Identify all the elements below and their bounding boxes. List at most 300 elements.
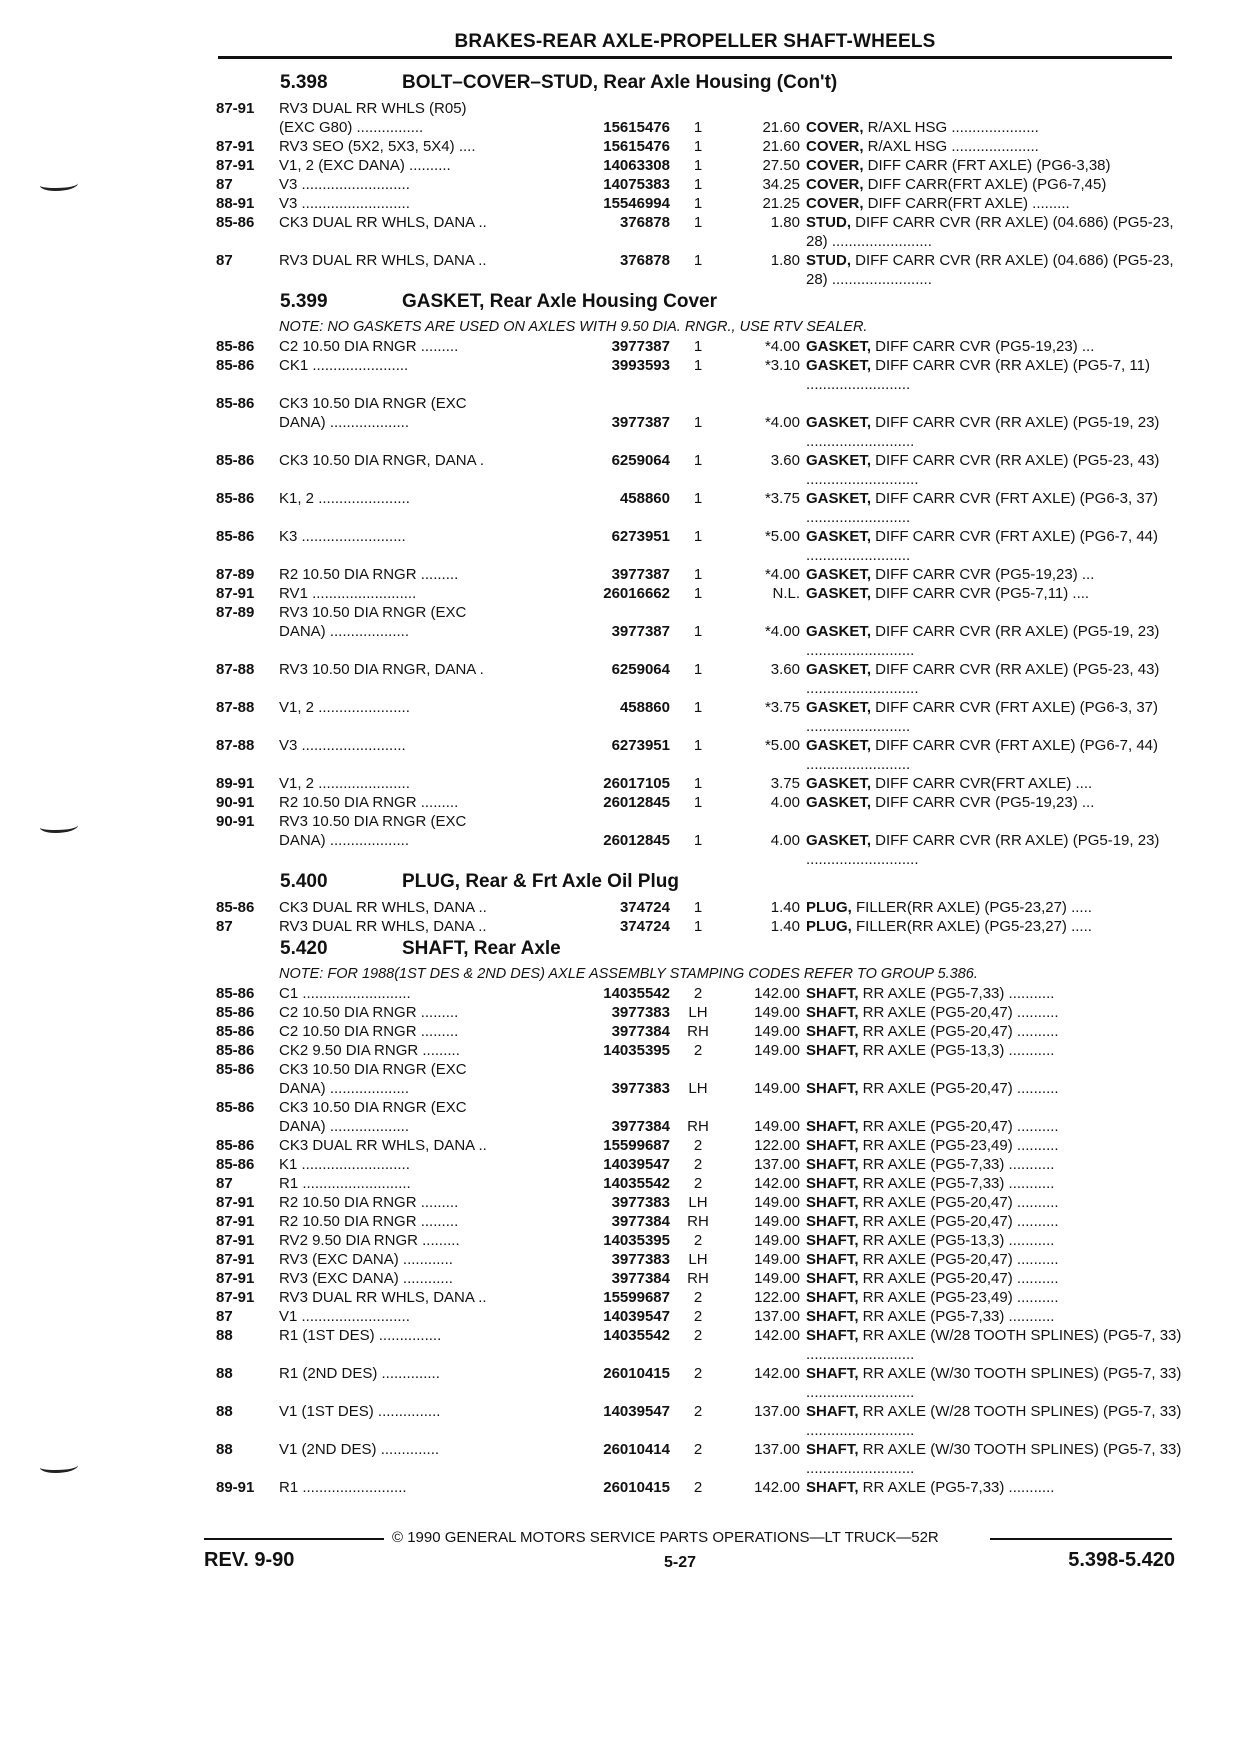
part-name-bold: COVER, (806, 119, 864, 136)
price: 149.00 (754, 1080, 800, 1097)
parts-row (216, 175, 1176, 194)
application-description: RV3 (EXC DANA) ............ (279, 1251, 453, 1268)
part-name-detail: DIFF CARR CVR (PG5-19,23) ... (871, 338, 1095, 355)
model-year: 87 (216, 1308, 233, 1325)
parts-row (216, 213, 1176, 251)
page-header-title: BRAKES-REAR AXLE-PROPELLER SHAFT-WHEELS (454, 31, 936, 52)
part-name (806, 1231, 1182, 1250)
part-number: 3993593 (611, 357, 670, 374)
model-year: 85-86 (216, 1156, 255, 1173)
part-name (806, 1003, 1182, 1022)
part-number: 458860 (619, 490, 670, 507)
section-title: SHAFT, Rear Axle (402, 938, 561, 959)
part-name-bold: COVER, (806, 195, 864, 212)
part-name (806, 1155, 1182, 1174)
part-name (806, 1022, 1182, 1041)
part-number: 15546994 (603, 195, 670, 212)
part-name-bold: GASKET, (806, 661, 872, 678)
price: 122.00 (754, 1137, 800, 1154)
section-header (216, 70, 1176, 99)
application-description: RV3 DUAL RR WHLS, DANA .. (279, 252, 487, 269)
part-number: 458860 (619, 699, 670, 716)
quantity: 1 (693, 737, 703, 754)
part-name (806, 1174, 1182, 1193)
part-name (806, 1440, 1182, 1478)
application-description: CK3 DUAL RR WHLS, DANA .. (279, 899, 487, 916)
parts-row (216, 118, 1176, 137)
parts-row (216, 565, 1176, 584)
part-name-bold: GASKET, (806, 775, 872, 792)
price: 137.00 (754, 1441, 800, 1458)
parts-row (216, 603, 1176, 622)
part-number: 14039547 (603, 1156, 670, 1173)
part-name-detail: RR AXLE (W/28 TOOTH SPLINES) (PG5-7, 33) .......................... (806, 1327, 1182, 1363)
part-number: 15599687 (603, 1137, 670, 1154)
model-year: 85-86 (216, 1004, 255, 1021)
footer-copyright: © 1990 GENERAL MOTORS SERVICE PARTS OPERATIONS—LT TRUCK—52R (392, 1529, 939, 1546)
parts-row (216, 1174, 1176, 1193)
parts-row (216, 194, 1176, 213)
part-name (806, 1269, 1182, 1288)
application-description: R2 10.50 DIA RNGR ......... (279, 1213, 459, 1230)
quantity: 1 (693, 899, 703, 916)
application-description: RV3 SEO (5X2, 5X3, 5X4) .... (279, 138, 476, 155)
part-name-bold: SHAFT, (806, 1327, 859, 1344)
application-description: CK3 DUAL RR WHLS, DANA .. (279, 1137, 487, 1154)
model-year: 90-91 (216, 813, 255, 830)
part-name-bold: SHAFT, (806, 1403, 859, 1420)
part-name (806, 831, 1182, 869)
part-name-detail: R/AXL HSG ..................... (863, 119, 1039, 136)
part-number: 14035395 (603, 1232, 670, 1249)
quantity: 2 (693, 1308, 703, 1325)
parts-row (216, 156, 1176, 175)
part-name-detail: DIFF CARR CVR (RR AXLE) (PG5-19, 23) ........................... (806, 832, 1160, 868)
quantity: 2 (693, 985, 703, 1002)
part-number: 26012845 (603, 832, 670, 849)
application-description: V1, 2 ...................... (279, 699, 410, 716)
model-year: 85-86 (216, 214, 255, 231)
quantity: 1 (693, 119, 703, 136)
parts-row (216, 1326, 1182, 1364)
application-description: R1 (1ST DES) ............... (279, 1327, 442, 1344)
quantity: RH (687, 1118, 709, 1135)
application-description: C2 10.50 DIA RNGR ......... (279, 1004, 459, 1021)
model-year: 85-86 (216, 1099, 255, 1116)
quantity: 1 (693, 490, 703, 507)
model-year: 88 (216, 1327, 233, 1344)
quantity: 1 (693, 338, 703, 355)
application-description: R1 ......................... (279, 1479, 407, 1496)
header-rule (218, 56, 1172, 59)
model-year: 87-91 (216, 1232, 255, 1249)
part-name (806, 622, 1182, 660)
part-name-detail: RR AXLE (W/30 TOOTH SPLINES) (PG5-7, 33) .......................... (806, 1441, 1182, 1477)
parts-row (216, 1022, 1176, 1041)
parts-row (216, 793, 1176, 812)
part-name-bold: GASKET, (806, 357, 872, 374)
part-name-bold: SHAFT, (806, 1194, 859, 1211)
section-title: BOLT–COVER–STUD, Rear Axle Housing (Con't) (402, 72, 838, 93)
model-year: 85-86 (216, 899, 255, 916)
part-name (806, 489, 1182, 527)
price: *3.75 (764, 490, 800, 507)
part-name (806, 156, 1182, 175)
price: 34.25 (762, 176, 800, 193)
part-name (806, 1288, 1182, 1307)
part-name-bold: GASKET, (806, 737, 872, 754)
part-name (806, 1212, 1182, 1231)
part-number: 6259064 (611, 452, 670, 469)
application-description: DANA) ................... (279, 623, 410, 640)
parts-row (216, 1003, 1176, 1022)
part-number: 3977383 (611, 1080, 670, 1097)
parts-row (216, 622, 1176, 660)
part-name-detail: RR AXLE (W/30 TOOTH SPLINES) (PG5-7, 33) .......................... (806, 1365, 1182, 1401)
part-name-detail: DIFF CARR (FRT AXLE) (PG6-3,38) (863, 157, 1111, 174)
part-name-detail: RR AXLE (PG5-20,47) .......... (858, 1270, 1059, 1287)
part-name-bold: PLUG, (806, 899, 852, 916)
part-number: 374724 (619, 918, 670, 935)
price: 137.00 (754, 1156, 800, 1173)
application-description: R1 (2ND DES) .............. (279, 1365, 440, 1382)
price: 149.00 (754, 1251, 800, 1268)
model-year: 88 (216, 1365, 233, 1382)
part-name-detail: RR AXLE (PG5-7,33) ........... (858, 1175, 1055, 1192)
price: 21.60 (762, 138, 800, 155)
model-year: 87-91 (216, 1289, 255, 1306)
quantity: 2 (693, 1365, 703, 1382)
section-number: 5.399 (280, 291, 328, 312)
application-description: V1, 2 (EXC DANA) .......... (279, 157, 451, 174)
parts-row (216, 1212, 1176, 1231)
footer-rule-right (990, 1538, 1172, 1540)
section-header (216, 869, 1176, 898)
parts-row (216, 1402, 1182, 1440)
part-name (806, 1250, 1182, 1269)
part-name-bold: COVER, (806, 157, 864, 174)
price: N.L. (772, 585, 800, 602)
price: 1.80 (770, 252, 800, 269)
application-description: V3 ......................... (279, 737, 406, 754)
application-description: K1, 2 ...................... (279, 490, 410, 507)
part-name-bold: SHAFT, (806, 1441, 859, 1458)
part-name-bold: COVER, (806, 138, 864, 155)
application-description: R1 .......................... (279, 1175, 411, 1192)
parts-row (216, 1231, 1176, 1250)
price: 149.00 (754, 1270, 800, 1287)
part-number: 3977383 (611, 1004, 670, 1021)
parts-row (216, 394, 1176, 413)
part-name (806, 175, 1182, 194)
part-name-bold: GASKET, (806, 528, 872, 545)
part-name-detail: RR AXLE (PG5-13,3) ........... (858, 1042, 1055, 1059)
footer-rule-left (204, 1538, 384, 1540)
part-name-bold: GASKET, (806, 452, 872, 469)
quantity: LH (688, 1251, 708, 1268)
quantity: 1 (693, 585, 703, 602)
part-number: 26012845 (603, 794, 670, 811)
quantity: 2 (693, 1042, 703, 1059)
application-description: (EXC G80) ................ (279, 119, 424, 136)
model-year: 87 (216, 252, 233, 269)
part-name-bold: SHAFT, (806, 1156, 859, 1173)
part-name-detail: DIFF CARR CVR (RR AXLE) (PG5-23, 43) ........................... (806, 661, 1160, 697)
price: 4.00 (770, 794, 800, 811)
model-year: 87-91 (216, 157, 255, 174)
part-name-detail: DIFF CARR CVR (RR AXLE) (04.686) (PG5-23, 28) ........................ (806, 214, 1174, 250)
quantity: 2 (693, 1289, 703, 1306)
quantity: 1 (693, 623, 703, 640)
parts-row (216, 413, 1176, 451)
part-number: 6259064 (611, 661, 670, 678)
part-number: 3977387 (611, 623, 670, 640)
parts-row (216, 251, 1176, 289)
part-name (806, 1136, 1182, 1155)
application-description: RV3 10.50 DIA RNGR, DANA . (279, 661, 484, 678)
quantity: 1 (693, 176, 703, 193)
part-name (806, 194, 1182, 213)
model-year: 85-86 (216, 528, 255, 545)
part-name (806, 984, 1182, 1003)
application-description: DANA) ................... (279, 1118, 410, 1135)
part-name-bold: SHAFT, (806, 1308, 859, 1325)
parts-row (216, 1364, 1182, 1402)
footer-page-number: 5-27 (664, 1554, 697, 1571)
part-name-bold: SHAFT, (806, 1251, 859, 1268)
application-description: DANA) ................... (279, 1080, 410, 1097)
application-description: RV3 DUAL RR WHLS, DANA .. (279, 918, 487, 935)
model-year: 87-91 (216, 1213, 255, 1230)
part-name-bold: SHAFT, (806, 1289, 859, 1306)
part-name-detail: DIFF CARR(FRT AXLE) (PG6-7,45) (863, 176, 1107, 193)
price: 122.00 (754, 1289, 800, 1306)
part-name (806, 337, 1182, 356)
part-name-bold: GASKET, (806, 794, 872, 811)
part-name (806, 527, 1182, 565)
price: 149.00 (754, 1232, 800, 1249)
application-description: DANA) ................... (279, 832, 410, 849)
part-number: 26016662 (603, 585, 670, 602)
parts-row (216, 1478, 1176, 1497)
parts-row (216, 1079, 1176, 1098)
part-name-bold: SHAFT, (806, 1175, 859, 1192)
price: 21.25 (762, 195, 800, 212)
application-description: CK3 10.50 DIA RNGR, DANA . (279, 452, 485, 469)
part-name-bold: SHAFT, (806, 1118, 859, 1135)
part-name-detail: FILLER(RR AXLE) (PG5-23,27) ..... (851, 918, 1092, 935)
part-name-bold: SHAFT, (806, 1213, 859, 1230)
application-description: V3 .......................... (279, 195, 410, 212)
part-name (806, 1478, 1182, 1497)
model-year: 85-86 (216, 395, 255, 412)
model-year: 90-91 (216, 794, 255, 811)
part-name (806, 736, 1182, 774)
part-name-bold: SHAFT, (806, 1365, 859, 1382)
section-number: 5.420 (280, 938, 328, 959)
parts-row (216, 1269, 1176, 1288)
part-name-detail: DIFF CARR CVR (FRT AXLE) (PG6-3, 37) ......................... (806, 699, 1159, 735)
part-number: 26010415 (603, 1365, 670, 1382)
parts-row (216, 1440, 1182, 1478)
application-description: C2 10.50 DIA RNGR ......... (279, 338, 459, 355)
price: 3.60 (770, 452, 800, 469)
part-name-bold: GASKET, (806, 832, 872, 849)
part-name-bold: GASKET, (806, 623, 872, 640)
part-number: 376878 (619, 214, 670, 231)
application-description: RV1 ......................... (279, 585, 417, 602)
part-number: 6273951 (611, 737, 670, 754)
part-name-detail: RR AXLE (PG5-7,33) ........... (858, 985, 1055, 1002)
part-name-detail: DIFF CARR CVR(FRT AXLE) .... (871, 775, 1093, 792)
part-name-bold: GASKET, (806, 490, 872, 507)
quantity: 1 (693, 195, 703, 212)
application-description: K3 ......................... (279, 528, 406, 545)
parts-row (216, 489, 1176, 527)
part-number: 3977384 (611, 1023, 670, 1040)
parts-row (216, 1250, 1176, 1269)
parts-row (216, 917, 1176, 936)
model-year: 87-88 (216, 699, 255, 716)
quantity: 2 (693, 1441, 703, 1458)
quantity: 1 (693, 794, 703, 811)
part-name-detail: R/AXL HSG ..................... (863, 138, 1039, 155)
part-number: 15615476 (603, 138, 670, 155)
part-name-detail: RR AXLE (PG5-20,47) .......... (858, 1118, 1059, 1135)
model-year: 87-89 (216, 604, 255, 621)
model-year: 87-88 (216, 737, 255, 754)
parts-row (216, 527, 1176, 565)
parts-row (216, 584, 1176, 603)
model-year: 85-86 (216, 1137, 255, 1154)
quantity: 2 (693, 1156, 703, 1173)
quantity: LH (688, 1004, 708, 1021)
price: 149.00 (754, 1194, 800, 1211)
part-name-bold: SHAFT, (806, 1137, 859, 1154)
part-name (806, 213, 1182, 251)
part-number: 14039547 (603, 1403, 670, 1420)
part-number: 14063308 (603, 157, 670, 174)
section-note: NOTE: FOR 1988(1ST DES & 2ND DES) AXLE ASSEMBLY STAMPING CODES REFER TO GROUP 5.386. (279, 966, 978, 982)
price: 142.00 (754, 1479, 800, 1496)
model-year: 87-91 (216, 138, 255, 155)
part-name (806, 1117, 1182, 1136)
model-year: 85-86 (216, 452, 255, 469)
part-number: 3977387 (611, 338, 670, 355)
binder-hole-mark (40, 178, 78, 191)
part-name-bold: GASKET, (806, 566, 872, 583)
quantity: 1 (693, 528, 703, 545)
application-description: V1 (1ST DES) ............... (279, 1403, 441, 1420)
part-name-bold: SHAFT, (806, 1270, 859, 1287)
part-name (806, 251, 1182, 289)
model-year: 88-91 (216, 195, 255, 212)
part-number: 26017105 (603, 775, 670, 792)
price: 142.00 (754, 1327, 800, 1344)
parts-row (216, 356, 1176, 394)
price: *5.00 (764, 737, 800, 754)
part-name-bold: SHAFT, (806, 985, 859, 1002)
part-name-detail: DIFF CARR CVR (RR AXLE) (04.686) (PG5-23, 28) ........................ (806, 252, 1174, 288)
application-description: CK3 10.50 DIA RNGR (EXC (279, 1099, 467, 1116)
part-number: 14075383 (603, 176, 670, 193)
model-year: 85-86 (216, 1061, 255, 1078)
part-name (806, 1402, 1182, 1440)
parts-row (216, 812, 1176, 831)
section-number: 5.398 (280, 72, 328, 93)
price: *3.75 (764, 699, 800, 716)
application-description: RV2 9.50 DIA RNGR ......... (279, 1232, 460, 1249)
price: 21.60 (762, 119, 800, 136)
parts-row (216, 137, 1176, 156)
footer-revision: REV. 9-90 (204, 1549, 295, 1571)
quantity: 2 (693, 1175, 703, 1192)
model-year: 85-86 (216, 338, 255, 355)
parts-row (216, 1193, 1176, 1212)
application-description: RV3 (EXC DANA) ............ (279, 1270, 453, 1287)
part-name (806, 698, 1182, 736)
application-description: CK3 DUAL RR WHLS, DANA .. (279, 214, 487, 231)
parts-row (216, 337, 1176, 356)
section-header (216, 289, 1176, 318)
parts-row (216, 451, 1176, 489)
quantity: 1 (693, 157, 703, 174)
part-name-bold: SHAFT, (806, 1479, 859, 1496)
part-number: 14035542 (603, 985, 670, 1002)
part-name-detail: FILLER(RR AXLE) (PG5-23,27) ..... (851, 899, 1092, 916)
quantity: 1 (693, 252, 703, 269)
part-number: 26010415 (603, 1479, 670, 1496)
application-description: V1, 2 ...................... (279, 775, 410, 792)
part-name (806, 774, 1182, 793)
application-description: RV3 10.50 DIA RNGR (EXC (279, 813, 467, 830)
model-year: 85-86 (216, 985, 255, 1002)
price: 137.00 (754, 1308, 800, 1325)
part-name (806, 1193, 1182, 1212)
part-name-detail: RR AXLE (PG5-20,47) .......... (858, 1213, 1059, 1230)
part-name-detail: DIFF CARR CVR (RR AXLE) (PG5-19, 23) .......................... (806, 623, 1160, 659)
application-description: DANA) ................... (279, 414, 410, 431)
model-year: 87-91 (216, 100, 255, 117)
quantity: 1 (693, 699, 703, 716)
part-name (806, 898, 1182, 917)
part-name (806, 793, 1182, 812)
parts-row (216, 736, 1176, 774)
part-name-bold: GASKET, (806, 699, 872, 716)
parts-row (216, 1155, 1176, 1174)
application-description: R2 10.50 DIA RNGR ......... (279, 794, 459, 811)
part-number: 15615476 (603, 119, 670, 136)
model-year: 87-91 (216, 1270, 255, 1287)
price: 1.40 (770, 918, 800, 935)
parts-row (216, 1041, 1176, 1060)
application-description: CK2 9.50 DIA RNGR ......... (279, 1042, 460, 1059)
part-name (806, 413, 1182, 451)
section-header (216, 936, 1176, 965)
part-name-bold: SHAFT, (806, 1004, 859, 1021)
parts-row (216, 1136, 1176, 1155)
part-name (806, 565, 1182, 584)
part-name-bold: COVER, (806, 176, 864, 193)
part-number: 14035395 (603, 1042, 670, 1059)
quantity: 2 (693, 1479, 703, 1496)
parts-row (216, 774, 1176, 793)
part-name-detail: DIFF CARR(FRT AXLE) ......... (863, 195, 1070, 212)
quantity: 1 (693, 918, 703, 935)
part-name-detail: DIFF CARR CVR (RR AXLE) (PG5-7, 11) ......................... (806, 357, 1150, 393)
price: *4.00 (764, 414, 800, 431)
price: 142.00 (754, 1365, 800, 1382)
